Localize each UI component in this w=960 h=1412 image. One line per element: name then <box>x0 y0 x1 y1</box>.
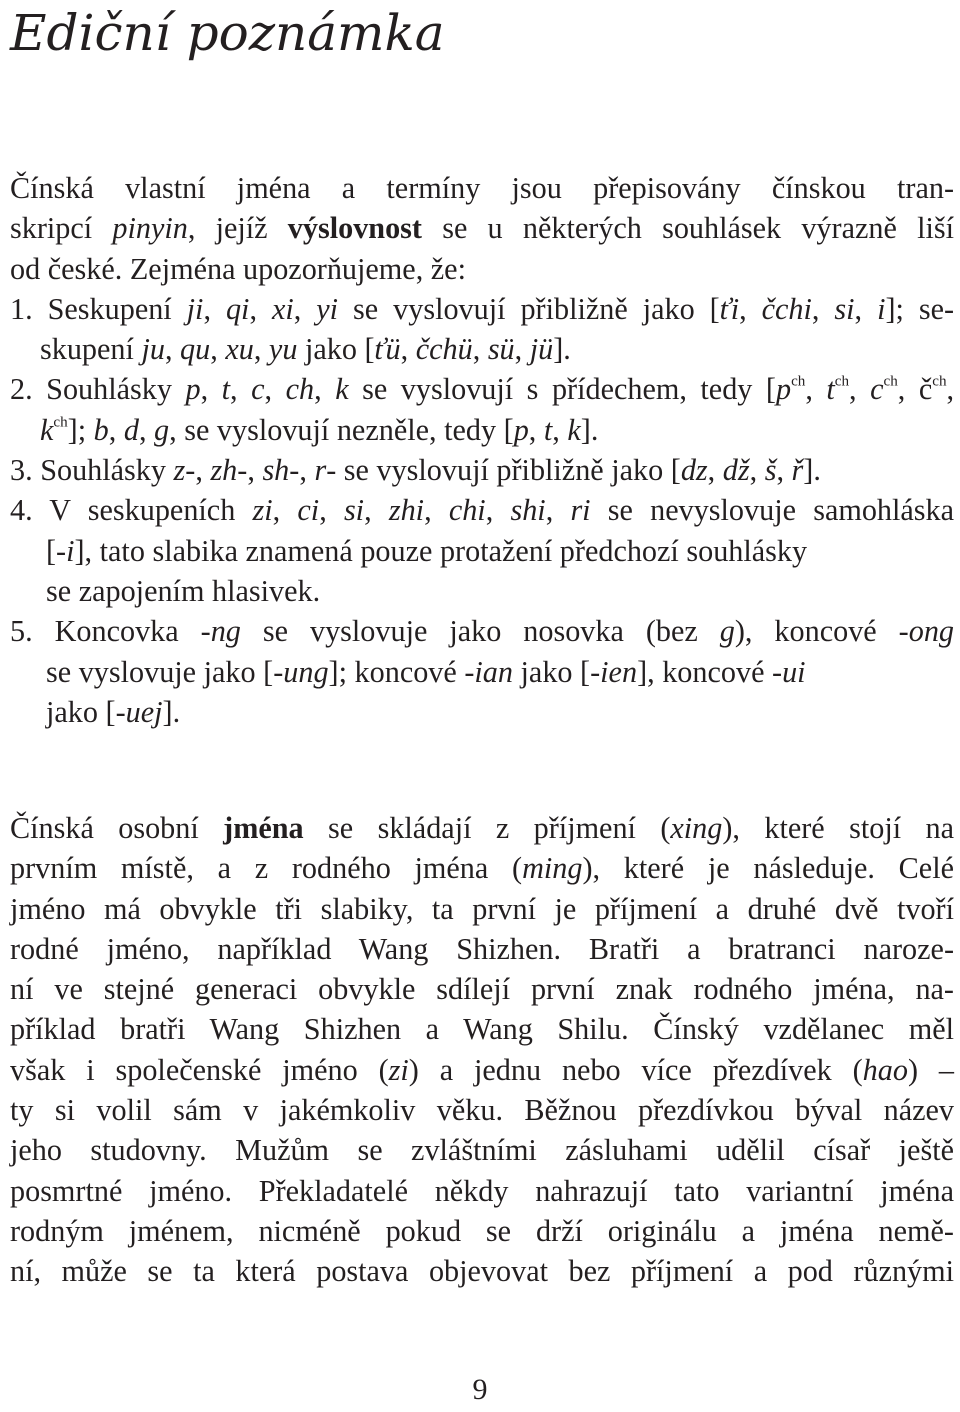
italic-term: g <box>719 614 735 649</box>
text-line: jméno má obvykle tři slabiky, ta první je příjmení a druhé dvě tvoří <box>10 891 954 926</box>
italic-term: p <box>775 372 792 407</box>
italic-term: uej <box>125 694 163 729</box>
bold-term: výslovnost <box>287 211 422 246</box>
rule-4-line: 4. V seskupeních zi, ci, si, zhi, chi, shi, ri se nevyslovuje samohláska <box>10 493 955 528</box>
italic-term: chi <box>448 493 486 528</box>
superscript: ch <box>883 373 898 390</box>
italic-term: ung <box>283 654 329 689</box>
rule-1-line: skupení ju, qu, xu, yu jako [ťü, čchü, sü, jü]. <box>40 332 571 367</box>
superscript: ch <box>932 373 947 390</box>
transcription-notes <box>10 168 954 732</box>
italic-term: zi <box>252 493 273 528</box>
italic-term: g <box>154 412 170 447</box>
italic-term: dž <box>722 453 750 488</box>
italic-term: yu <box>268 332 298 367</box>
text-line: od české. Zejména upozorňujeme, že: <box>10 251 466 286</box>
text-line: rodným jménem, nicméně pokud se drží originálu a jména nemě- <box>10 1213 954 1248</box>
bold-term: jména <box>223 811 304 845</box>
italic-term: qu <box>180 332 211 367</box>
italic-term: r <box>314 453 327 488</box>
italic-term: pinyin <box>112 211 188 246</box>
italic-term: si <box>834 291 855 326</box>
italic-term: z <box>173 453 186 488</box>
page-number: 9 <box>472 1373 488 1406</box>
text-line: Čínská osobní jména se skládají z příjmení (xing), které stojí na <box>10 811 954 845</box>
text-line: Čínská vlastní jména a termíny jsou přepisovány čínskou tran- <box>10 171 954 205</box>
italic-term: ch <box>285 372 315 407</box>
italic-term: ťü <box>374 332 401 367</box>
italic-term: si <box>343 493 365 528</box>
page-title: Ediční poznámka <box>10 4 445 62</box>
italic-term: sh <box>262 453 290 488</box>
text-line: příklad bratři Wang Shizhen a Wang Shilu. Čínský vzdělanec měl <box>10 1012 954 1047</box>
text-line: však i společenské jméno (zi) a jednu nebo více přezdívek (hao) – <box>10 1052 954 1087</box>
text-line: jeho studovny. Mužům se zvláštními zásluhami udělil císař ještě <box>10 1133 954 1168</box>
italic-term: ri <box>570 493 591 528</box>
italic-term: čchü <box>415 332 473 367</box>
italic-term: t <box>826 372 835 407</box>
italic-term: i <box>66 533 75 568</box>
italic-term: k <box>40 412 54 447</box>
text-line: ní ve stejné generaci obvykle sdílejí první znak rodného jména, na- <box>10 972 954 1007</box>
names-paragraph <box>10 808 954 1292</box>
italic-term: zi <box>388 1052 409 1087</box>
italic-term: b <box>93 412 109 447</box>
italic-term: ng <box>210 614 241 649</box>
rule-5-line: se vyslovuje jako [-ung]; koncové -ian jako [-ien], koncové -ui <box>46 654 806 689</box>
italic-term: shi <box>510 493 546 528</box>
italic-term: ien <box>600 654 638 689</box>
text-line: skripcí pinyin, jejíž výslovnost se u některých souhlásek výrazně liší <box>10 211 954 246</box>
rule-5-line: jako [-uej]. <box>46 694 181 729</box>
italic-term: yi <box>316 291 339 326</box>
italic-term: xi <box>271 291 294 326</box>
italic-term: k <box>335 372 349 407</box>
italic-term: čchi <box>761 291 812 326</box>
rule-5-line: 5. Koncovka -ng se vyslovuje jako nosovka (bez g), koncové -ong <box>10 614 954 649</box>
italic-term: ui <box>782 654 806 689</box>
italic-term: š <box>764 453 777 488</box>
italic-term: xing <box>670 811 723 845</box>
italic-term: k <box>567 412 581 447</box>
italic-term: ji <box>186 291 204 326</box>
italic-term: ian <box>474 654 513 689</box>
italic-term: d <box>123 412 139 447</box>
rule-2-line: 2. Souhlásky p, t, c, ch, k se vyslovují s přídechem, tedy [$p^{ch}$, $t^{ch}$, $c^{ch}$, $č^{ch}$, <box>10 372 955 407</box>
rule-1-line: 1. Seskupení ji, qi, xi, yi se vyslovují přibližně jako [ťi, čchi, si, i]; se- <box>10 291 955 326</box>
italic-term: ong <box>908 614 954 649</box>
italic-term: c <box>251 372 265 407</box>
superscript: ch <box>791 373 806 390</box>
italic-term: xu <box>225 332 254 367</box>
rule-4-line: [-i], tato slabika znamená pouze protažení předchozí souhlásky <box>46 533 808 568</box>
rule-2-line: $k^{ch}$]; b, d, g, se vyslovují nezněle, tedy [p, t, k]. <box>40 412 599 447</box>
italic-term: ming <box>522 851 583 886</box>
italic-term: zhi <box>388 493 425 528</box>
italic-term: ř <box>791 453 804 488</box>
italic-term: p <box>513 412 529 447</box>
italic-term: ju <box>141 332 165 367</box>
italic-term: jü <box>529 332 554 367</box>
text-line: posmrtné jméno. Překladatelé někdy nahrazují tato variantní jména <box>10 1173 954 1208</box>
italic-term: hao <box>862 1052 908 1087</box>
italic-term: t <box>221 372 231 407</box>
text-line: ní, může se ta která postava objevovat bez příjmení a pod různými <box>10 1254 954 1289</box>
superscript: ch <box>53 414 68 431</box>
text-line: rodné jméno, například Wang Shizhen. Bratři a bratranci naroze- <box>10 931 954 966</box>
italic-term: sü <box>487 332 515 367</box>
rule-3-line: 3. Souhlásky z-, zh-, sh-, r- se vyslovují přibližně jako [dz, dž, š, ř]. <box>10 453 821 488</box>
superscript: ch <box>834 373 850 390</box>
italic-term: dz <box>680 453 708 488</box>
italic-term: t <box>543 412 553 447</box>
rule-4-line: se zapojením hlasivek. <box>46 573 321 608</box>
italic-term: ťi <box>719 291 740 326</box>
italic-term: qi <box>225 291 250 326</box>
italic-term: c <box>870 372 884 407</box>
italic-term: p <box>185 372 201 407</box>
italic-term: i <box>877 291 886 326</box>
text-line: prvním místě, a z rodného jména (ming), které je následuje. Celé <box>10 851 954 886</box>
italic-term: ci <box>297 493 320 528</box>
text-line: ty si volil sám v jakémkoliv věku. Běžnou přezdívkou býval název <box>10 1093 954 1128</box>
italic-term: zh <box>210 453 238 488</box>
